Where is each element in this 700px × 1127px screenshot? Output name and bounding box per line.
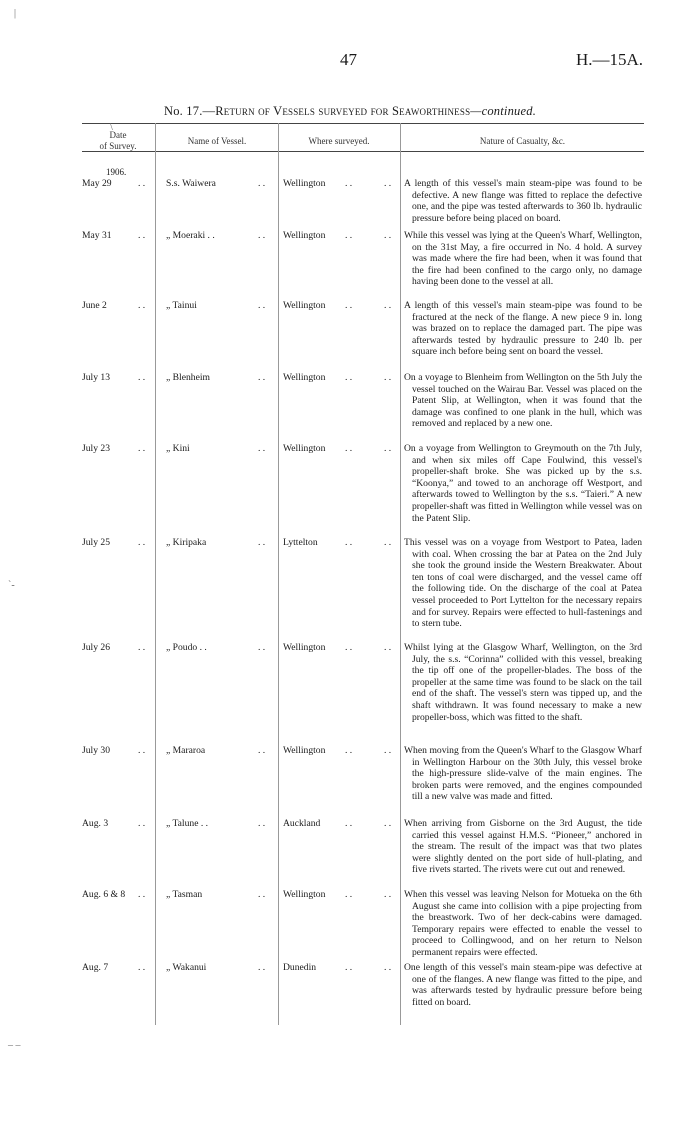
leader-dots: . . bbox=[138, 745, 146, 756]
nature-cell bbox=[404, 889, 642, 959]
date-cell: May 29 bbox=[82, 178, 112, 189]
nature-cell bbox=[404, 745, 642, 803]
header-nature: Nature of Casualty, &c. bbox=[479, 136, 566, 146]
leader-dots: . . bbox=[138, 962, 146, 973]
leader-dots: . . bbox=[258, 962, 266, 973]
leader-dots: . . bbox=[384, 372, 392, 383]
nature-cell bbox=[404, 443, 642, 524]
leader-dots: . . bbox=[258, 889, 266, 900]
where-cell: Wellington bbox=[283, 642, 326, 653]
leader-dots: . . bbox=[384, 178, 392, 189]
nature-text: While this vessel was lying at the Queen's Wharf, Wellington, on the 31st May, a fire occurred in No. 4 hold. A survey was made where the fire had been, when it was found that the fire had been confined to the cargo only, no damage having been done to the vessel at all. bbox=[404, 230, 642, 288]
date-cell: July 26 bbox=[82, 642, 110, 653]
leader-dots: . . bbox=[138, 889, 146, 900]
date-cell: July 23 bbox=[82, 443, 110, 454]
vessel-cell: „ Talune . . bbox=[166, 818, 209, 829]
leader-dots: . . bbox=[258, 537, 266, 548]
table-title bbox=[0, 104, 700, 119]
nature-cell bbox=[404, 230, 642, 288]
vessel-cell: „ Mararoa bbox=[166, 745, 206, 756]
nature-text: When arriving from Gisborne on the 3rd August, the tide carried this vessel against H.M.S. “Pioneer,” anchored in the stream. The result of the impact was that two plates were slightly dented on the port side of hull-plating, and five rivets started. The rivets were cut out and renewed. bbox=[404, 818, 642, 876]
leader-dots: . . bbox=[138, 178, 146, 189]
leader-dots: . . bbox=[345, 443, 353, 454]
title-prefix: No. 17.— bbox=[163, 104, 216, 118]
nature-text: This vessel was on a voyage from Westport to Patea, laden with coal. When crossing the bar at Patea on the 2nd July she took the ground inside the Western Breakwater. About ten tons of coal were discharged, and the vessel came off the following tide. On the discharge of the coal at Patea vessel proceeded to Port Lyttelton for the necessary repairs and for survey. Repairs were effected to hull-fastenings and to stern tube. bbox=[404, 537, 642, 630]
date-cell: June 2 bbox=[82, 300, 107, 311]
leader-dots: . . bbox=[258, 300, 266, 311]
title-suffix: —continued. bbox=[470, 104, 537, 118]
nature-cell bbox=[404, 178, 642, 224]
nature-text: When this vessel was leaving Nelson for Motueka on the 6th August she came into collision with a pipe projecting from the breastwork. Two of her deck-cabins were damaged. Temporary repairs were effected to enable the vessel to proceed to Collingwood, and on her return to Nelson permanent repairs were effected. bbox=[404, 889, 642, 958]
where-cell: Wellington bbox=[283, 300, 326, 311]
document-reference: H.—15A. bbox=[576, 50, 644, 69]
leader-dots: . . bbox=[138, 300, 146, 311]
leader-dots: . . bbox=[138, 818, 146, 829]
leader-dots: . . bbox=[345, 642, 353, 653]
date-cell: Aug. 3 bbox=[82, 818, 109, 829]
nature-cell bbox=[404, 818, 642, 876]
leader-dots: . . bbox=[384, 745, 392, 756]
date-cell: July 30 bbox=[82, 745, 110, 756]
date-cell: July 13 bbox=[82, 372, 110, 383]
leader-dots: . . bbox=[138, 230, 146, 241]
leader-dots: . . bbox=[138, 372, 146, 383]
nature-cell bbox=[404, 300, 642, 358]
leader-dots: . . bbox=[345, 818, 353, 829]
where-cell: Wellington bbox=[283, 889, 326, 900]
vessel-cell: „ Kini bbox=[166, 443, 190, 454]
vessel-cell: „ Moeraki . . bbox=[166, 230, 215, 241]
leader-dots: . . bbox=[258, 642, 266, 653]
leader-dots: . . bbox=[138, 642, 146, 653]
leader-dots: . . bbox=[345, 537, 353, 548]
leader-dots: . . bbox=[258, 178, 266, 189]
nature-cell bbox=[404, 537, 642, 630]
leader-dots: . . bbox=[345, 300, 353, 311]
where-cell: Wellington bbox=[283, 443, 326, 454]
leader-dots: . . bbox=[384, 537, 392, 548]
where-cell: Lyttelton bbox=[283, 537, 318, 548]
vessel-cell: „ Blenheim bbox=[166, 372, 210, 383]
date-cell: Aug. 6 & 8 bbox=[82, 889, 126, 900]
leader-dots: . . bbox=[345, 745, 353, 756]
margin-mark: | bbox=[14, 8, 17, 19]
nature-text: A length of this vessel's main steam-pipe was found to be fractured at the neck of the flange. A new piece 9 in. long was brazed on to replace the damaged part. The pipe was afterwards tested by hydraulic pressure to 240 lb. per square inch before being sent on board the vessel. bbox=[404, 300, 642, 358]
nature-text: On a voyage from Wellington to Greymouth on the 7th July, and when six miles off Cape Foulwind, this vessel's propeller-shaft broke. She was picked up by the s.s. “Koonya,” and towed to an anchorage off Westport, and afterwards towed to Wellington by the s.s. “Taieri.” A new propeller-shaft was fitted in Wellington while vessel was on the Patent Slip. bbox=[404, 443, 642, 524]
leader-dots: . . bbox=[384, 230, 392, 241]
vessel-cell: „ Poudo . . bbox=[166, 642, 207, 653]
column-divider bbox=[400, 123, 401, 1025]
column-divider bbox=[278, 123, 279, 1025]
header-date: Date of Survey. bbox=[99, 130, 137, 151]
where-cell: Auckland bbox=[283, 818, 321, 829]
header-bottom-rule bbox=[82, 151, 644, 152]
leader-dots: . . bbox=[258, 818, 266, 829]
nature-text: A length of this vessel's main steam-pipe was found to be defective. A new flange was fitted to replace the defective one, and the pipe was tested afterwards to 360 lb. hydraulic pressure before being placed on board. bbox=[404, 178, 642, 224]
leader-dots: . . bbox=[138, 443, 146, 454]
vessel-cell: „ Wakanui bbox=[166, 962, 207, 973]
date-cell: July 25 bbox=[82, 537, 110, 548]
vessel-cell: „ Kiripaka bbox=[166, 537, 207, 548]
leader-dots: . . bbox=[384, 962, 392, 973]
leader-dots: . . bbox=[138, 537, 146, 548]
where-cell: Wellington bbox=[283, 745, 326, 756]
leader-dots: . . bbox=[384, 300, 392, 311]
leader-dots: . . bbox=[384, 443, 392, 454]
vessel-cell: „ Tainui bbox=[166, 300, 197, 311]
where-cell: Wellington bbox=[283, 178, 326, 189]
where-cell: Wellington bbox=[283, 372, 326, 383]
margin-mark: \ bbox=[110, 122, 113, 133]
where-cell: Dunedin bbox=[283, 962, 317, 973]
year-label: 1906. bbox=[106, 167, 127, 177]
nature-text: When moving from the Queen's Wharf to the Glasgow Wharf in Wellington Harbour on the 30th July, this vessel broke the high-pressure slide-valve of the main engines. The broken parts were removed, and the engines compounded till a new valve was made and fitted. bbox=[404, 745, 642, 803]
header-where: Where surveyed. bbox=[308, 136, 370, 146]
nature-cell bbox=[404, 642, 642, 723]
leader-dots: . . bbox=[384, 818, 392, 829]
page-number: 47 bbox=[340, 50, 357, 69]
nature-text: Whilst lying at the Glasgow Wharf, Wellington, on the 3rd July, the s.s. “Corinna” collided with this vessel, breaking the tip off one of the propeller-blades. The boss of the propeller at the same time was found to be slack on the tail end of the shaft. The vessel's stern was tipped up, and the shaft withdrawn. It was found necessary to make a new propeller-boss, which was fitted to the shaft. bbox=[404, 642, 642, 723]
leader-dots: . . bbox=[258, 443, 266, 454]
title-main: Return of Vessels surveyed for Seaworthiness bbox=[215, 104, 471, 118]
nature-text: On a voyage to Blenheim from Wellington on the 5th July the vessel touched on the Wairau Bar. Vessel was placed on the Patent Slip, at Wellington, when it was found that the damage was confined to one plank in the hull, which was removed and replaced by a new one. bbox=[404, 372, 642, 430]
leader-dots: . . bbox=[258, 230, 266, 241]
leader-dots: . . bbox=[345, 372, 353, 383]
margin-mark: – – bbox=[8, 1040, 21, 1051]
nature-text: One length of this vessel's main steam-pipe was defective at one of the flanges. A new flange was fitted to the pipe, and was afterwards tested by hydraulic pressure before being fitted on board. bbox=[404, 962, 642, 1008]
leader-dots: . . bbox=[345, 962, 353, 973]
leader-dots: . . bbox=[258, 372, 266, 383]
leader-dots: . . bbox=[345, 230, 353, 241]
date-cell: May 31 bbox=[82, 230, 112, 241]
nature-cell bbox=[404, 962, 642, 1008]
margin-mark: `- bbox=[8, 580, 15, 591]
header-vessel: Name of Vessel. bbox=[187, 136, 247, 146]
vessel-cell: S.s. Waiwera bbox=[166, 178, 216, 189]
leader-dots: . . bbox=[345, 178, 353, 189]
leader-dots: . . bbox=[384, 889, 392, 900]
where-cell: Wellington bbox=[283, 230, 326, 241]
leader-dots: . . bbox=[345, 889, 353, 900]
nature-cell bbox=[404, 372, 642, 430]
date-cell: Aug. 7 bbox=[82, 962, 109, 973]
leader-dots: . . bbox=[258, 745, 266, 756]
vessel-cell: „ Tasman bbox=[166, 889, 203, 900]
leader-dots: . . bbox=[384, 642, 392, 653]
header-top-rule bbox=[82, 123, 644, 124]
